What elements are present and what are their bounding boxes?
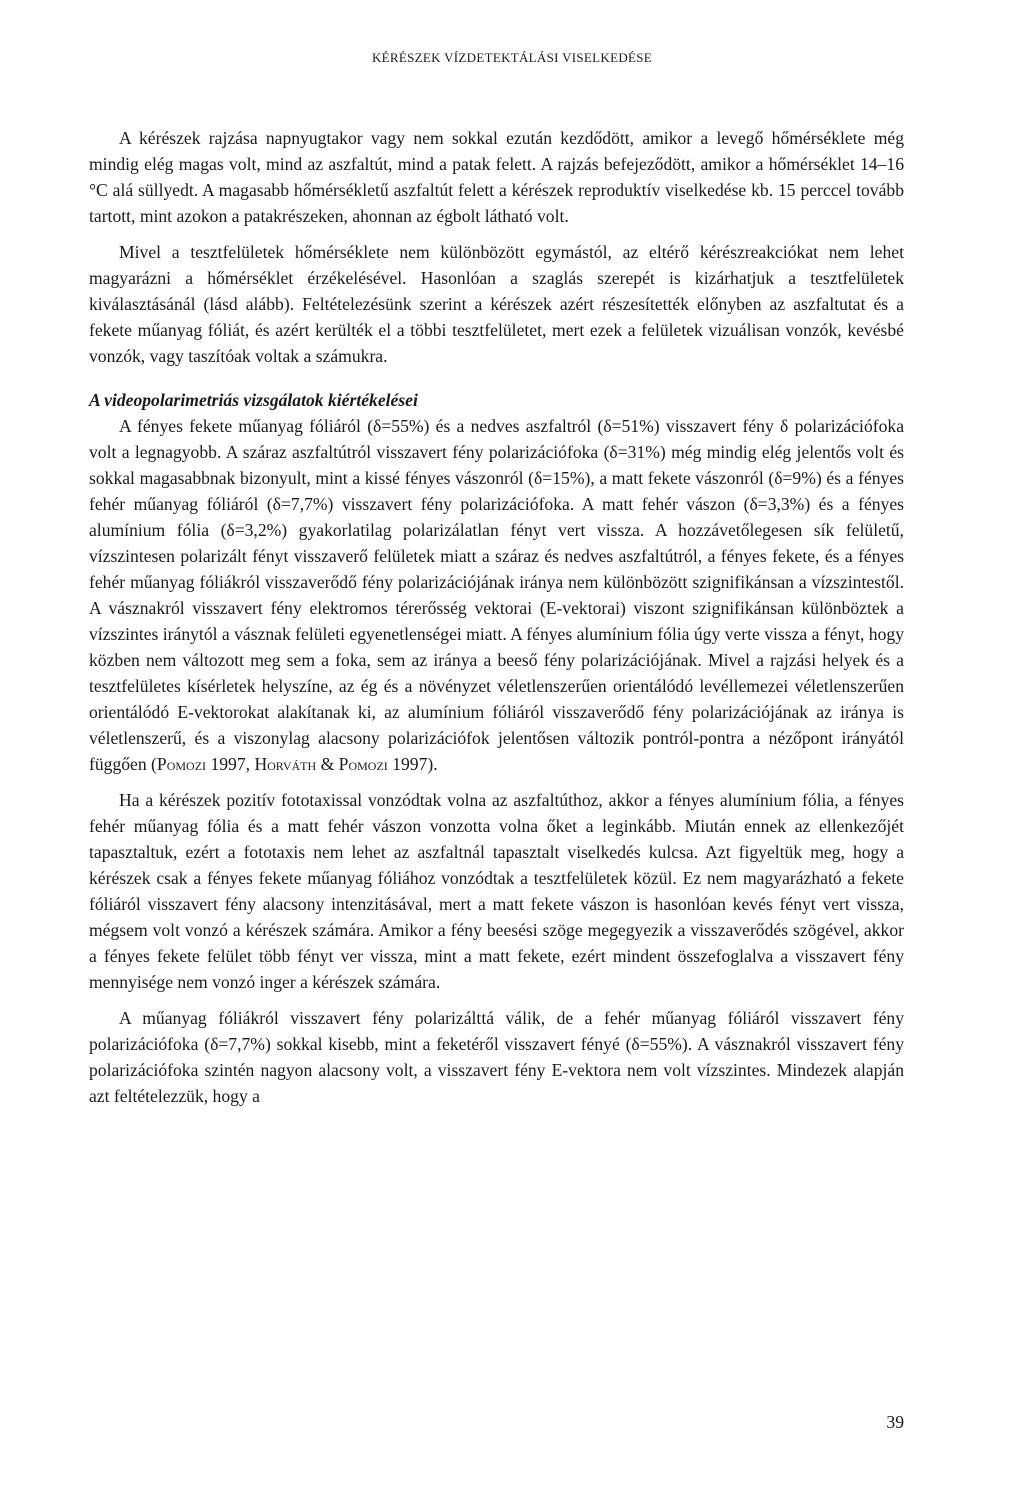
citation-year: 1997, (206, 754, 255, 774)
running-head: KÉRÉSZEK VÍZDETEKTÁLÁSI VISELKEDÉSE (371, 50, 653, 65)
paragraph-2: Mivel a tesztfelületek hőmérséklete nem különbözött egymástól, az eltérő kérészreakciókat nem lehet magyarázni a hőmérséklet érzékelésével. Hasonlóan a szaglás szerepét is kizárhatjuk a tesztfelületek kiválasztásánál (lásd alább). Feltételezésünk szerint a kérészek azért részesítették előnyben az aszfaltutat és a fekete műanyag fóliát, és azért kerülték el a többi tesztfelületet, mert ezek a felületek vizuálisan vonzók, kevésbé vonzók, vagy taszítóak voltak a számukra. (89, 242, 904, 366)
paragraph-1: A kérészek rajzása napnyugtakor vagy nem sokkal ezután kezdődött, amikor a levegő hőmérséklete még mindig elég magas volt, mind az aszfaltút, mind a patak felett. A rajzás befejeződött, amikor a hőmérséklet 14–16 °C alá süllyedt. A magasabb hőmérsékletű aszfaltút felett a kérészek reproduktív viselkedése kb. 15 perccel tovább tartott, mint azokon a patakrészeken, ahonnan az égbolt látható volt. (89, 128, 904, 226)
paragraph-5: A műanyag fóliákról visszavert fény polarizálttá válik, de a fehér műanyag fóliáról visszavert fény polarizációfoka (δ=7,7%) sokkal kisebb, mint a feketéről visszavert fényé (δ=55%). A vásznakról visszavert fény polarizációfoka szintén nagyon alacsony volt, a visszavert fény E-vektora nem volt vízszintes. Mindezek alapján azt feltételezzük, hogy a (89, 1008, 904, 1106)
paragraph-3-text: A fényes fekete műanyag fóliáról (δ=55%) és a nedves aszfaltról (δ=51%) visszavert fény δ polarizációfoka volt a legnagyobb. A száraz aszfaltútról visszavert fény polarizációfoka (δ=31%) még mindig elég jelentős volt és sokkal magasabbnak bizonyult, mint a kissé fényes vászonról (δ=15%), a matt fekete vászonról (δ=9%) és a fényes fehér műanyag fóliáról (δ=7,7%) visszavert fény polarizációfoka. A matt fehér vászon (δ=3,3%) és a fényes alumínium fólia (δ=3,2%) gyakorlatilag polarizálatlan fényt vert vissza. A hozzávetőlegesen sík felületű, vízszintesen polarizált fényt visszaverő felületek miatt a száraz és nedves aszfaltútról, a fényes fekete, és a fényes fehér műanyag fóliákról visszaverődő fény polarizációjának iránya nem különbözött szignifikánsan a vízszintestől. A vásznakról visszavert fény elektromos térerősség vektorai (E-vektorai) viszont szignifikánsan különböztek a vízszintes iránytól a vásznak felületi egyenetlenségei miatt. A fényes alumínium fólia úgy verte vissza a fényt, hogy közben nem változott meg sem a foka, sem az iránya a beeső fény polarizációjának. Mivel a rajzási helyek és a tesztfelületes kísérletek helyszíne, az ég és a növényzet véletlenszerűen orientálódó levéllemezei véletlenszerűen orientálódó E-vektorokat alakítanak ki, az alumínium fóliáról visszaverődő fény polarizációjának az iránya is véletlenszerű, és a viszonylag alacsony polarizációfok jelentősen változik pontról-pontra a nézőpont irányától függően ( (89, 416, 904, 774)
paragraph-3 (89, 413, 904, 777)
citation-end: 1997). (387, 754, 438, 774)
section-heading: A videopolarimetriás vizsgálatok kiértékelései (89, 390, 418, 410)
citation-author: Horváth (254, 754, 317, 774)
page-number: 39 (886, 1412, 904, 1432)
citation-ampersand: & (316, 754, 339, 774)
citation-author: Pomozi (338, 754, 388, 774)
paragraph-4: Ha a kérészek pozitív fototaxissal vonzódtak volna az aszfaltúthoz, akkor a fényes alumínium fólia, a fényes fehér műanyag fólia és a matt fehér vászon vonzotta volna őket a leginkább. Miután ennek az ellenkezőjét tapasztaltuk, ezért a fototaxis nem lehet az aszfaltnál tapasztalt viselkedés kulcsa. Azt figyeltük meg, hogy a kérészek csak a fényes fekete műanyag fóliához vonzódtak a tesztfelületek közül. Ez nem magyarázható a fekete fóliáról visszavert fény alacsony intenzitásával, mert a matt fekete vászon is hasonlóan kevés fényt vert vissza, mégsem volt vonzó a kérészek számára. Amikor a fény beesési szöge megegyezik a visszaverődés szögével, akkor a fényes fekete felület több fényt ver vissza, mint a matt fekete, ezért mindent összefoglalva a visszavert fény mennyisége nem vonzó inger a kérészek számára. (89, 790, 904, 992)
citation-author: Pomozi (156, 754, 207, 774)
body-text (89, 125, 904, 1109)
